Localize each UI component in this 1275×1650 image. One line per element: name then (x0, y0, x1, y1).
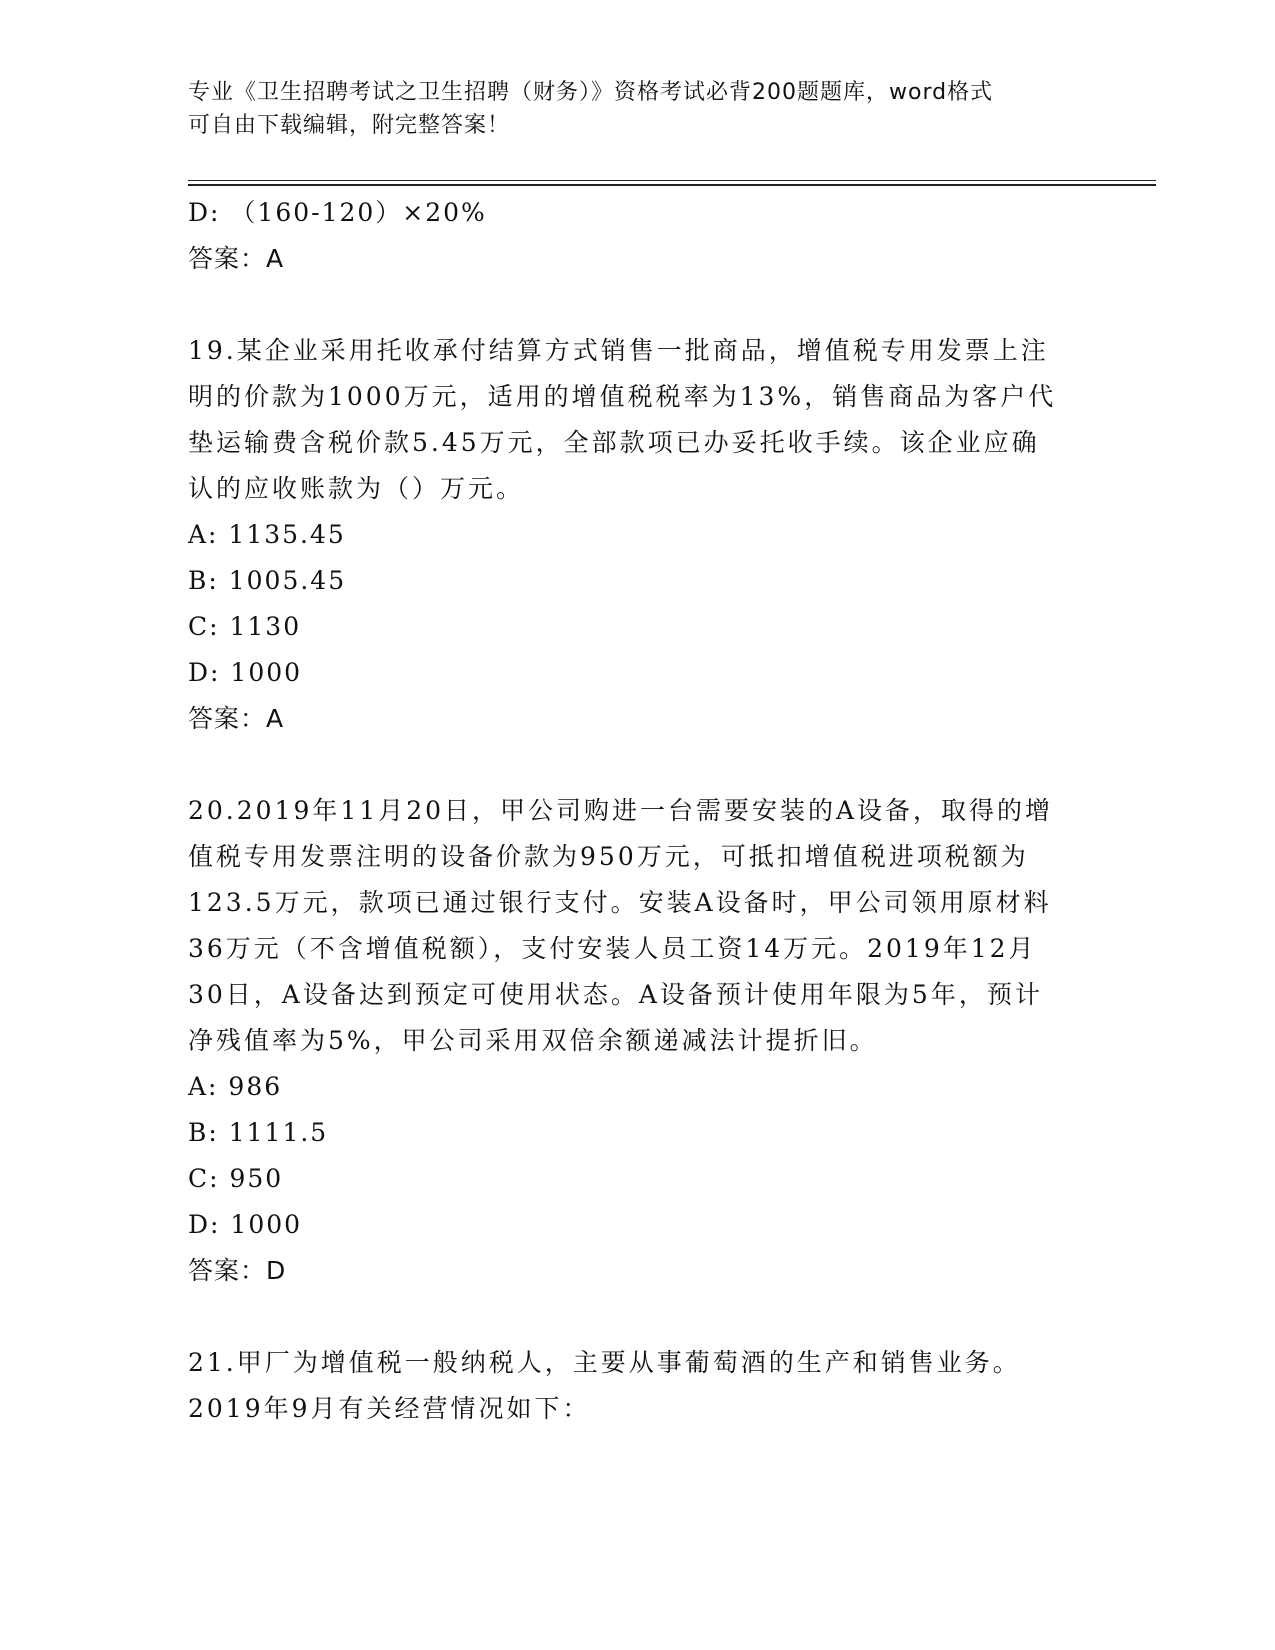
question-20-line-2: 值税专用发票注明的设备价款为950万元，可抵扣增值税进项税额为 (188, 842, 1029, 871)
question-19-line-3: 垫运输费含税价款5.45万元，全部款项已办妥托收手续。该企业应确 (188, 428, 1040, 457)
page-header (188, 76, 1068, 142)
question-20-option-a: A: 986 (188, 1072, 283, 1101)
question-19-line-4: 认的应收账款为（）万元。 (188, 474, 525, 503)
spacer (188, 1294, 1088, 1340)
question-20-option-d: D: 1000 (188, 1210, 303, 1239)
header-line-2: 可自由下载编辑，附完整答案！ (188, 113, 511, 138)
question-21-line-2: 2019年9月有关经营情况如下： (188, 1394, 591, 1423)
question-19-option-b: B: 1005.45 (188, 566, 347, 595)
question-20-line-4: 36万元（不含增值税额），支付安装人员工资14万元。2019年12月 (188, 934, 1037, 963)
question-19-stem (188, 328, 1088, 512)
document-body (188, 190, 1088, 1432)
question-20-answer: 答案：D (188, 1256, 287, 1285)
question-21-line-1: 21.甲厂为增值税一般纳税人，主要从事葡萄酒的生产和销售业务。 (188, 1348, 1021, 1377)
question-19-line-1: 19.某企业采用托收承付结算方式销售一批商品，增值税专用发票上注 (188, 336, 1049, 365)
question-21-stem (188, 1340, 1088, 1432)
question-19-option-c: C: 1130 (188, 612, 302, 641)
question-19-option-d: D: 1000 (188, 658, 303, 687)
question-20-stem (188, 788, 1088, 1064)
question-19-option-a: A: 1135.45 (188, 520, 346, 549)
question-20-line-6: 净残值率为5%，甲公司采用双倍余额递减法计提折旧。 (188, 1026, 878, 1055)
question-20-line-1: 20.2019年11月20日，甲公司购进一台需要安装的A设备，取得的增 (188, 796, 1054, 825)
question-19-answer: 答案：A (188, 704, 285, 733)
spacer (188, 742, 1088, 788)
header-line-1: 专业《卫生招聘考试之卫生招聘（财务）》资格考试必背200题题库，word格式 (188, 80, 994, 105)
prev-option-d: D: （160-120）×20% (188, 198, 487, 227)
question-19-line-2: 明的价款为1000万元，适用的增值税税率为13%，销售商品为客户代 (188, 382, 1057, 411)
question-20-option-b: B: 1111.5 (188, 1118, 329, 1147)
header-divider-top (188, 180, 1156, 181)
header-divider-bottom (188, 184, 1156, 186)
question-20-line-5: 30日，A设备达到预定可使用状态。A设备预计使用年限为5年，预计 (188, 980, 1043, 1009)
question-20-line-3: 123.5万元，款项已通过银行支付。安装A设备时，甲公司领用原材料 (188, 888, 1052, 917)
question-20-option-c: C: 950 (188, 1164, 284, 1193)
prev-answer: 答案：A (188, 244, 285, 273)
spacer (188, 282, 1088, 328)
